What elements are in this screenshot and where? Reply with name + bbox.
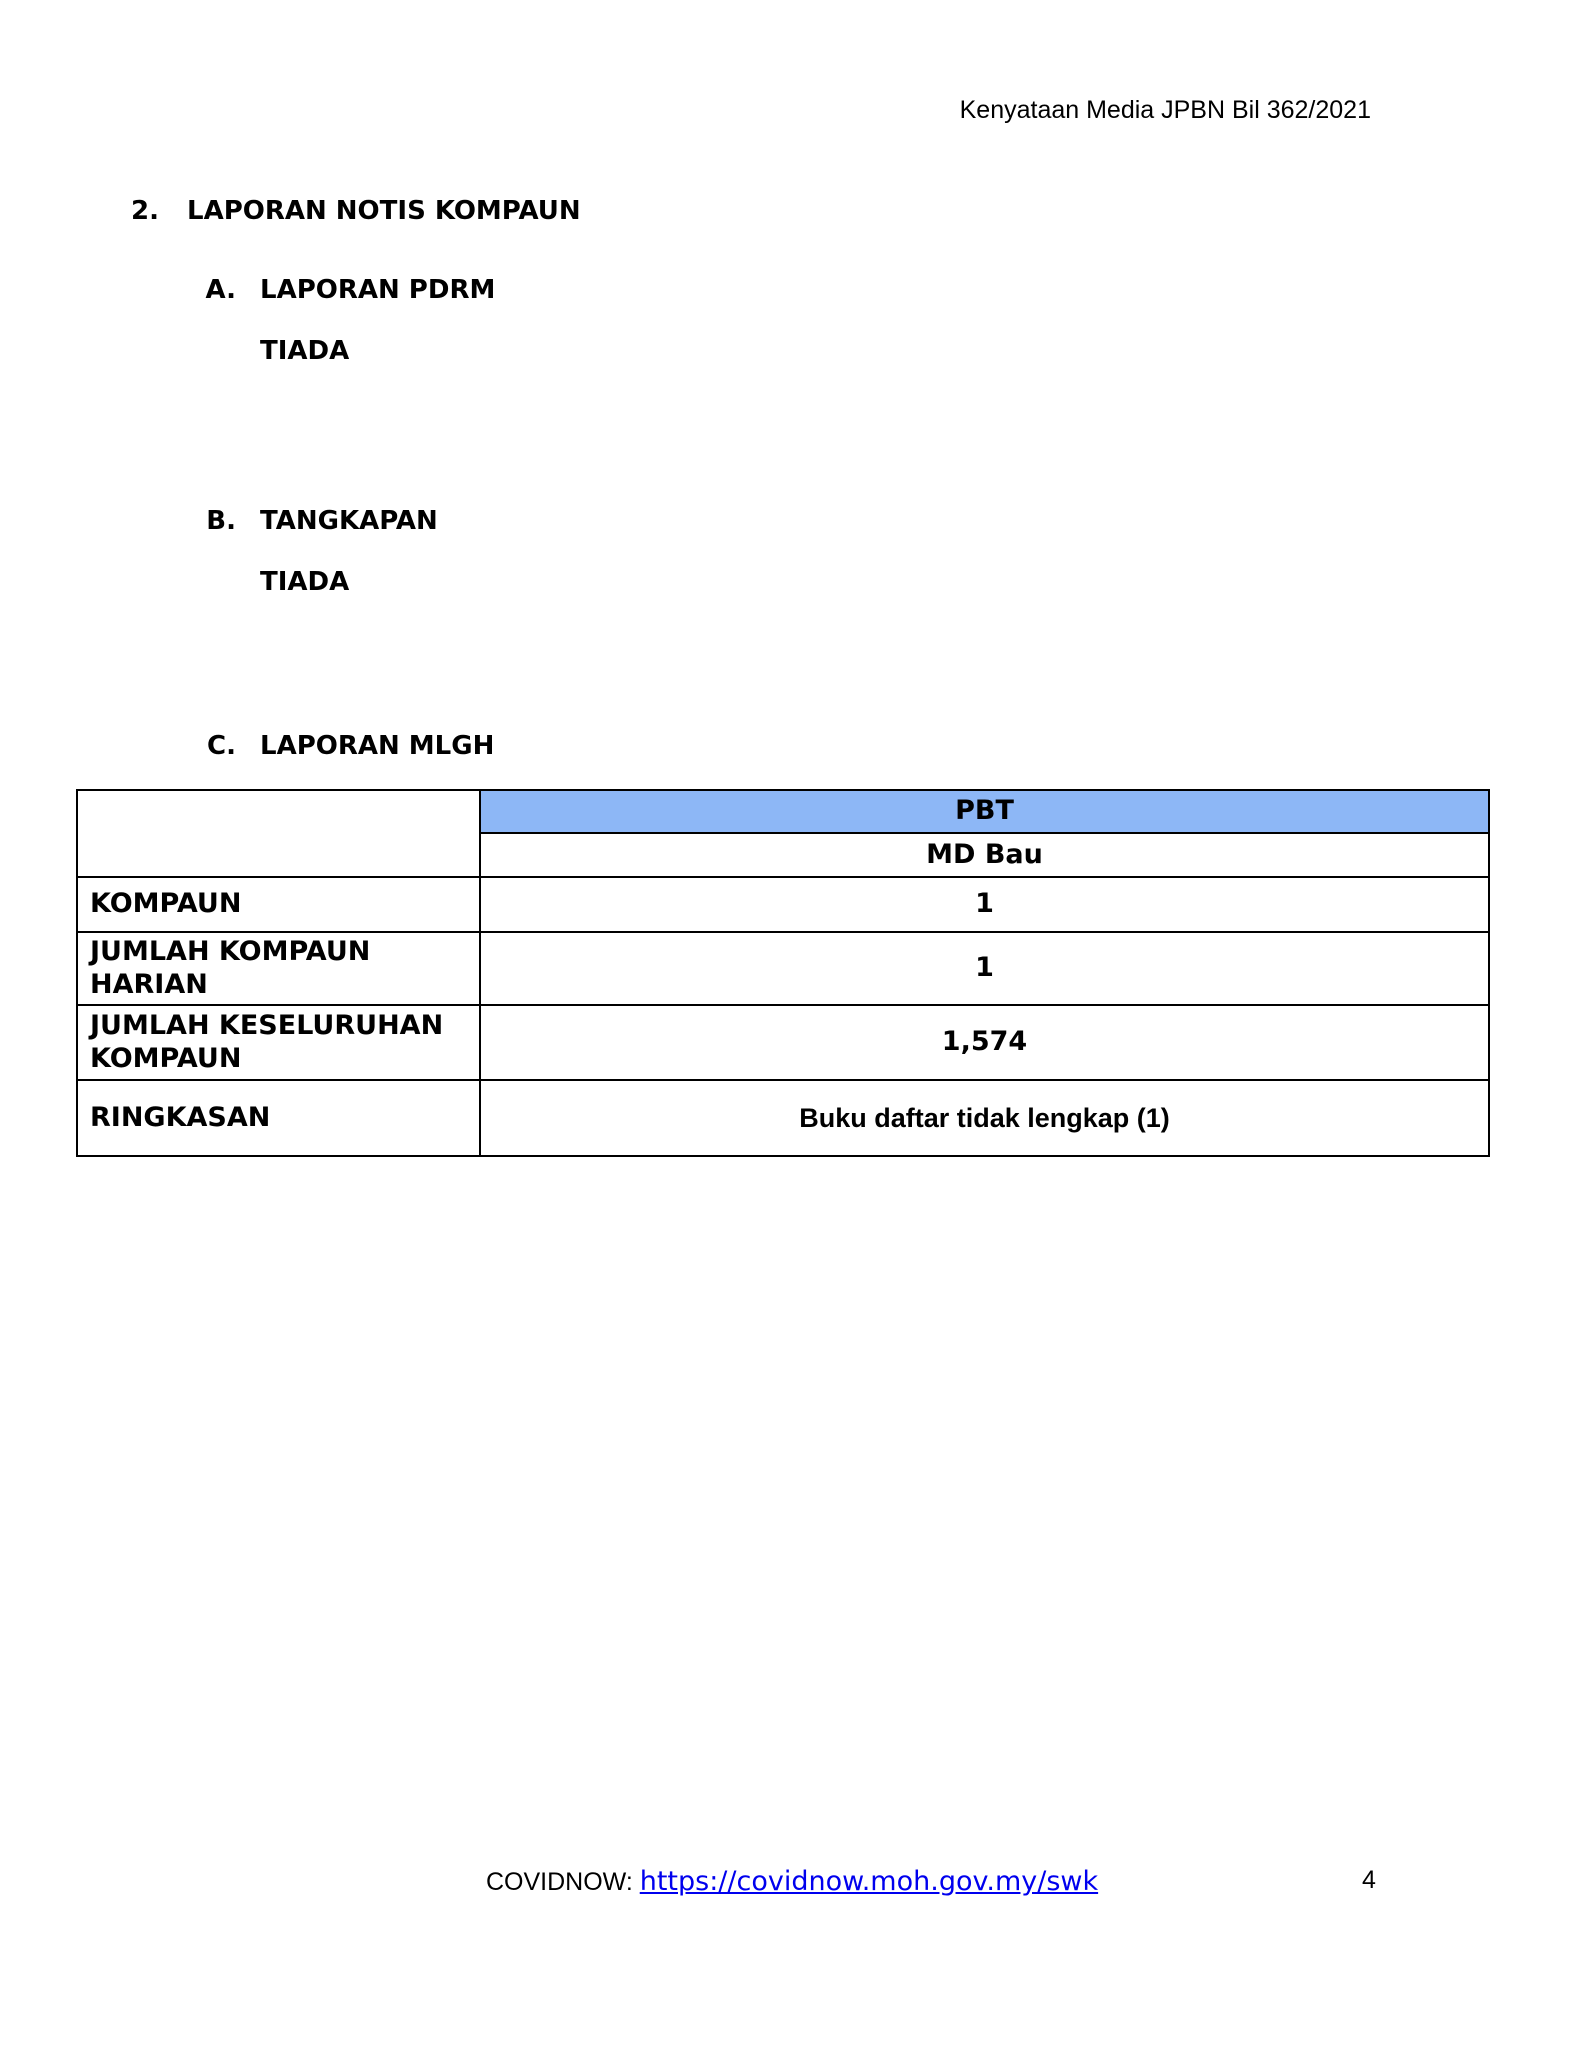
table-row [77,932,1489,1005]
subsection-a-title: LAPORAN PDRM [260,275,496,305]
row-value: 1,574 [480,1005,1489,1080]
footer [486,1866,1098,1897]
section-title: LAPORAN NOTIS KOMPAUN [187,196,581,226]
table-row [77,1080,1489,1156]
summary-text: Buku daftar tidak lengkap [799,1102,1130,1133]
table-row [77,1005,1489,1080]
subsection-a-heading [205,275,496,305]
subsection-b-content: TIADA [260,567,350,597]
row-label: KOMPAUN [77,877,480,932]
covidnow-link[interactable]: https://covidnow.moh.gov.my/swk [639,1866,1099,1897]
section-heading [131,196,581,226]
table-header-row [77,790,1489,833]
section-number: 2. [131,196,159,226]
document-reference: Kenyataan Media JPBN Bil 362/2021 [959,96,1371,124]
subsection-c-letter: C. [207,731,236,761]
subsection-c-heading [207,731,495,761]
table-group-header: PBT [480,790,1489,833]
subsection-b-letter: B. [206,506,236,536]
subsection-c-title: LAPORAN MLGH [260,731,495,761]
row-value: 1 [480,877,1489,932]
mlgh-table [76,789,1490,1157]
row-label: JUMLAH KOMPAUN HARIAN [77,932,480,1005]
subsection-b-title: TANGKAPAN [260,506,438,536]
row-label: JUMLAH KESELURUHAN KOMPAUN [77,1005,480,1080]
table-column-header: MD Bau [480,833,1489,877]
subsection-a-content: TIADA [260,336,350,366]
table-corner-cell [77,790,480,877]
subsection-b-heading [206,506,438,536]
row-label: RINGKASAN [77,1080,480,1156]
page-number: 4 [1362,1866,1376,1894]
table-row [77,877,1489,932]
row-value [480,1080,1489,1156]
row-value: 1 [480,932,1489,1005]
footer-prefix: COVIDNOW: [486,1868,633,1896]
subsection-a-letter: A. [205,275,236,305]
summary-count: (1) [1136,1102,1170,1133]
